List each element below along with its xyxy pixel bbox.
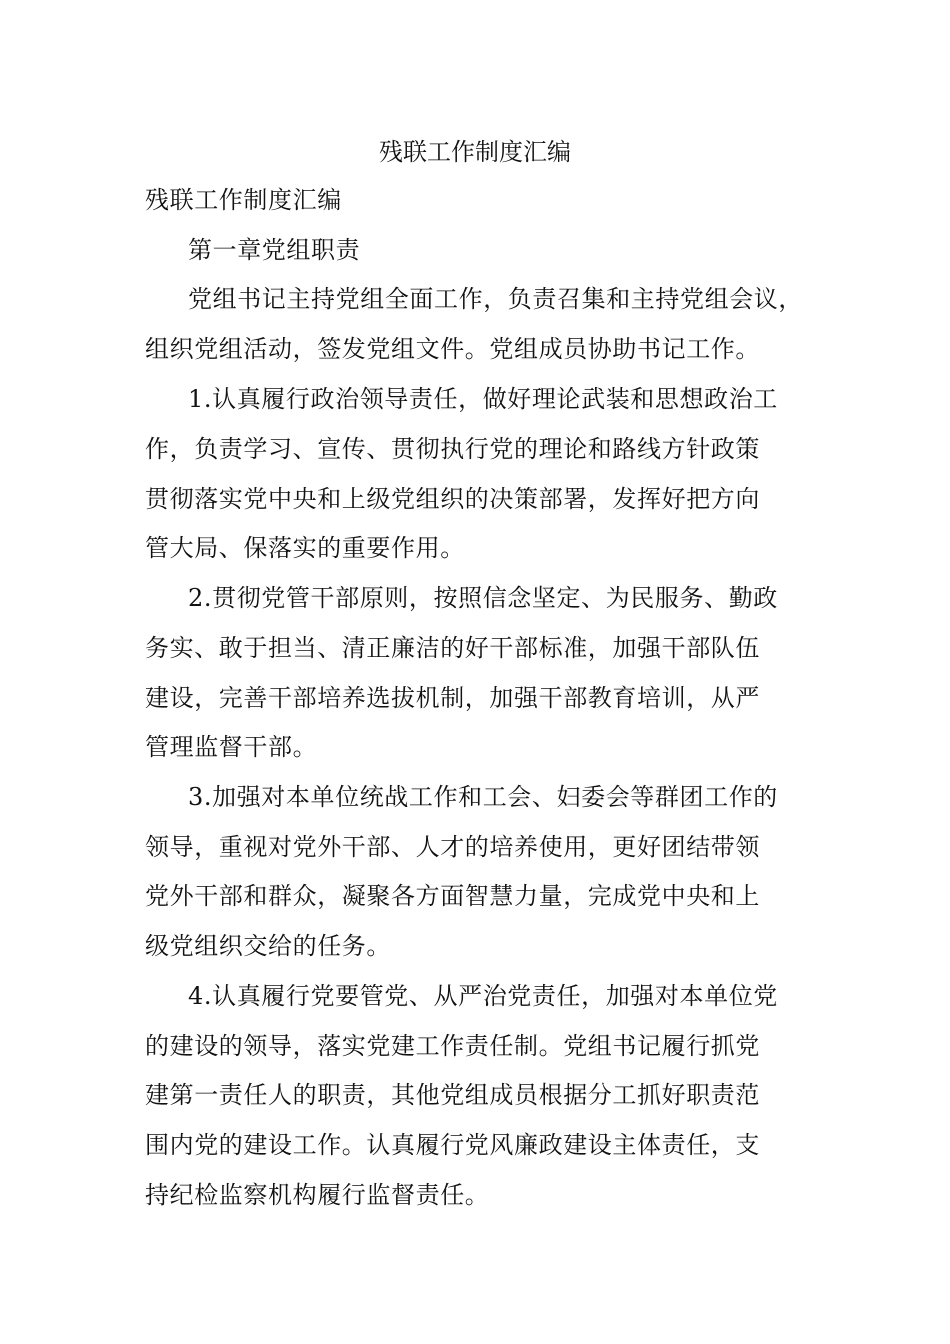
paragraph-line: 3.加强对本单位统战工作和工会、妇委会等群团工作的 bbox=[188, 783, 778, 811]
document-subtitle: 残联工作制度汇编 bbox=[145, 186, 342, 214]
paragraph-line: 作，负责学习、宣传、贯彻执行党的理论和路线方针政策 bbox=[145, 435, 760, 463]
paragraph-line: 建第一责任人的职责，其他党组成员根据分工抓好职责范 bbox=[145, 1081, 760, 1109]
paragraph-line: 持纪检监察机构履行监督责任。 bbox=[145, 1181, 490, 1209]
paragraph-line: 2.贯彻党管干部原则，按照信念坚定、为民服务、勤政 bbox=[188, 584, 778, 612]
paragraph-line: 级党组织交给的任务。 bbox=[145, 932, 391, 960]
paragraph-line: 的建设的领导，落实党建工作责任制。党组书记履行抓党 bbox=[145, 1032, 760, 1060]
paragraph-line: 管理监督干部。 bbox=[145, 733, 318, 761]
paragraph-line: 党组书记主持党组全面工作，负责召集和主持党组会议， bbox=[188, 285, 803, 313]
paragraph-line: 贯彻落实党中央和上级党组织的决策部署，发挥好把方向 bbox=[145, 485, 760, 513]
paragraph-line: 领导，重视对党外干部、人才的培养使用，更好团结带领 bbox=[145, 833, 760, 861]
paragraph-line: 1.认真履行政治领导责任，做好理论武装和思想政治工 bbox=[188, 385, 778, 413]
paragraph-line: 务实、敢于担当、清正廉洁的好干部标准，加强干部队伍 bbox=[145, 634, 760, 662]
paragraph-line: 管大局、保落实的重要作用。 bbox=[145, 534, 465, 562]
paragraph-line: 党外干部和群众，凝聚各方面智慧力量，完成党中央和上 bbox=[145, 882, 760, 910]
chapter-heading: 第一章党组职责 bbox=[188, 236, 361, 264]
document-title: 残联工作制度汇编 bbox=[379, 138, 571, 166]
paragraph-line: 围内党的建设工作。认真履行党风廉政建设主体责任，支 bbox=[145, 1131, 760, 1159]
paragraph-line: 建设，完善干部培养选拔机制，加强干部教育培训，从严 bbox=[145, 684, 760, 712]
paragraph-line: 组织党组活动，签发党组文件。党组成员协助书记工作。 bbox=[145, 335, 760, 363]
paragraph-line: 4.认真履行党要管党、从严治党责任，加强对本单位党 bbox=[188, 982, 778, 1010]
